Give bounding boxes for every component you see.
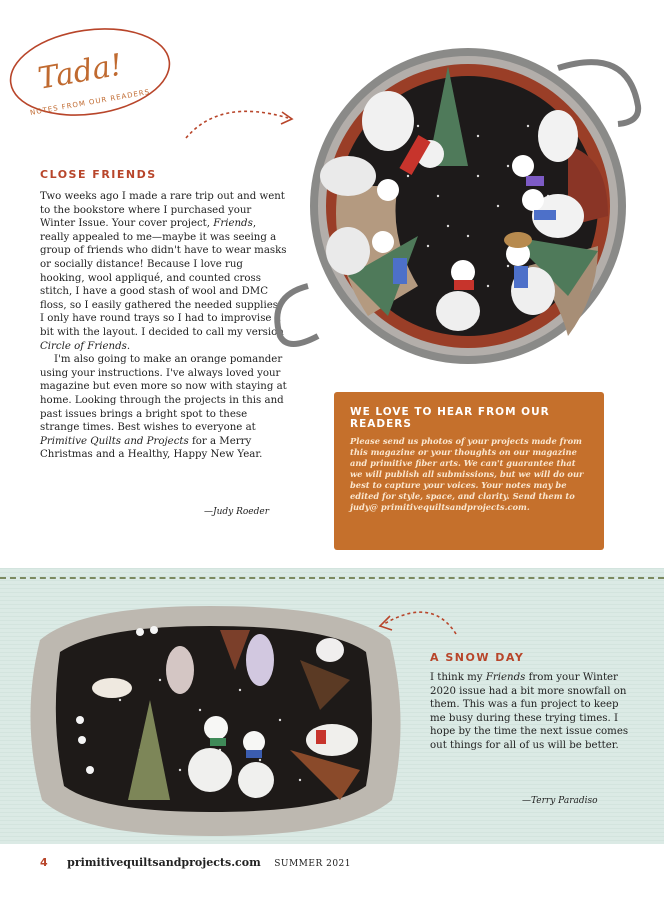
readers-box-title: WE LOVE TO HEAR FROM OUR READERS [350,406,550,430]
page-number: 4 [40,856,48,869]
text-run: for a Merry Christmas and a Healthy, Happy New Year. [40,435,263,461]
rectangular-tray-photo [20,600,406,840]
close-friends-heading: CLOSE FRIENDS [40,168,157,181]
tada-badge [6,24,174,120]
text-run: from your Winter 2020 issue had a bit more snowfall on them. This was a fun project to keep me busy during these trying times. I hope by the time the next issue comes out things for all of us will be better. [430,672,629,751]
text-run-italic: Friends [213,218,253,230]
round-tray-photo [268,36,648,376]
letter-paragraph [40,353,288,462]
snow-day-heading: A SNOW DAY [430,651,525,664]
close-friends-letter [40,190,288,462]
signature-judy: —Judy Roeder [204,507,270,517]
text-run: , really appealed to me—maybe it was seeing a group of friends who didn't have to wear masks or socially distance! Because I love rug hooking, wool appliqué, and counted cross stitch, I have a good stash of wool and DMC floss, so I easily gathered the needed supplies. I only have round trays so I had to improvise a bit with the layout. I decided to call my version [40,218,287,338]
badge-subtitle: NOTES FROM OUR READERS [29,87,151,117]
text-run: Two weeks ago I made a rare trip out and went to the bookstore where I purchased your Winter Issue. Your cover project, [40,191,285,230]
text-run: I think my [430,672,486,683]
readers-info-box [334,392,604,550]
snow-day-letter [430,671,630,753]
text-run-italic: Friends [485,672,526,683]
page-footer [40,856,351,869]
section-divider [0,577,664,579]
text-run: . [126,340,131,352]
text-run: I'm also going to make an orange pomander using your instructions. I've always loved your magazine but even more so now with staying at home. Looking through the projects in this and past issues brings a bright spot to these strange times. Best wishes to everyone at [40,354,287,434]
text-run-italic: Primitive Quilts and Projects [40,435,189,447]
badge-title: Tada! [35,47,126,97]
footer-issue: SUMMER 2021 [274,859,352,869]
letter-paragraph [40,190,288,353]
footer-site: primitivequiltsandprojects.com [67,856,261,869]
readers-box-text: Please send us photos of your projects made from this magazine or your thoughts on our magazine and primitive fiber arts. We can't guarantee that we will publish all submissions, but we will do our best to capture your voices. Your notes may be edited for style, space, and clarity. Send them to judy@ primitivequiltsandprojects.com. [350,436,584,512]
signature-terry: —Terry Paradiso [522,796,598,806]
text-run-italic: Circle of Friends [40,340,127,352]
